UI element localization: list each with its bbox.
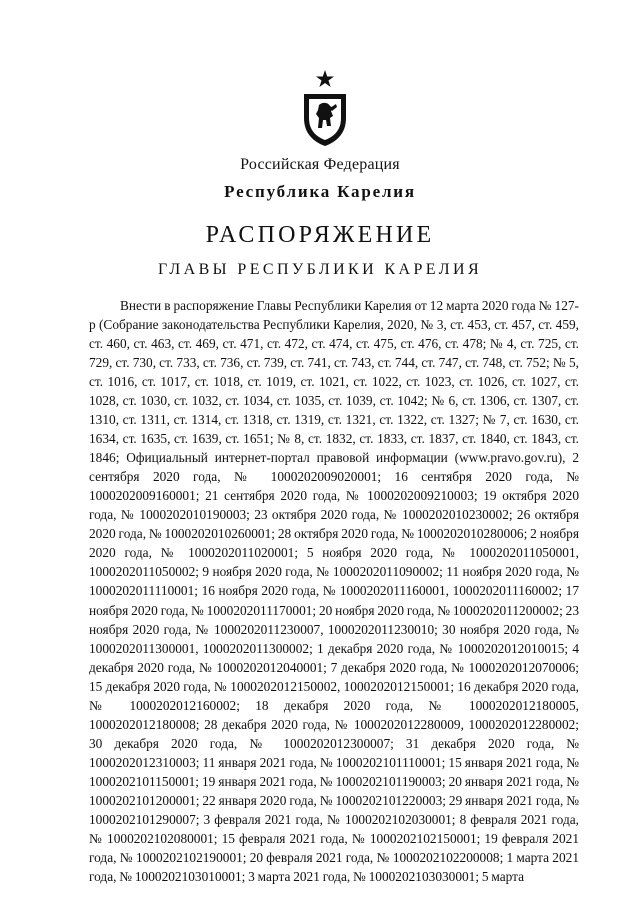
republic-name: Республика Карелия [224,182,416,201]
country-name: Российская Федерация [240,156,400,173]
emblem-star-icon [316,70,334,87]
document-author-heading: ГЛАВЫ РЕСПУБЛИКИ КАРЕЛИЯ [157,261,483,278]
coat-of-arms-emblem [300,68,350,148]
document-type-heading: РАСПОРЯЖЕНИЕ [205,222,435,248]
document-body-paragraph: Внести в распоряжение Главы Республики Карелия от 12 марта 2020 года № 127-р (Собрание законодательства Республики Карелия, 2020, № 3, ст. 453, ст. 457, ст. 459, ст. 460, ст. 463, ст. 469, ст. 471, ст. 472, ст. 474, ст. 475, ст. 476, ст. 478; № 4, ст. 725, ст. 729, ст. 730, ст. 733, ст. 736, ст. 739, ст. 741, ст. 743, ст. 744, ст. 747, ст. 748, ст. 752; № 5, ст. 1016, ст. 1017, ст. 1018, ст. 1019, ст. 1021, ст. 1022, ст. 1023, ст. 1026, ст. 1027, ст. 1028, ст. 1030, ст. 1032, ст. 1034, ст. 1035, ст. 1039, ст. 1042; № 6, ст. 1306, ст. 1307, ст. 1310, ст. 1311, ст. 1314, ст. 1318, ст. 1319, ст. 1321, ст. 1322, ст. 1327; № 7, ст. 1630, ст. 1634, ст. 1635, ст. 1639, ст. 1651; № 8, ст. 1832, ст. 1833, ст. 1837, ст. 1840, ст. 1843, ст. 1846; Официальный интернет-портал правовой информации (www.pravo.gov.ru), 2 сентября 2020 года, № 1000202009020001; 16 сентября 2020 года, № 1000202009160001; 21 сентября 2020 года, № 1000202009210003; 19 октября 2020 года, № 1000202010190003; 23 октября 2020 года, № 1000202010230002; 26 октября 2020 года, № 1000202010260001; 28 октября 2020 года, № 1000202010280006; 2 ноября 2020 года, № 1000202011020001; 5 ноября 2020 года, № 1000202011050001, 1000202011050002; 9 ноября 2020 года, № 1000202011090002; 11 ноября 2020 года, № 1000202011110001; 16 ноября 2020 года, № 1000202011160001, 1000202011160002; 17 ноября 2020 года, № 1000202011170001; 20 ноября 2020 года, № 1000202011200002; 23 ноября 2020 года, № 1000202011230007, 1000202011230010; 30 ноября 2020 года, № 1000202011300001, 1000202011300002; 1 декабря 2020 года, № 1000202012010015; 4 декабря 2020 года, № 1000202012040001; 7 декабря 2020 года, № 1000202012070006; 15 декабря 2020 года, № 1000202012150002, 1000202012150001; 16 декабря 2020 года, № 1000202012160002; 18 декабря 2020 года, № 1000202012180005, 1000202012180008; 28 декабря 2020 года, № 1000202012280009, 1000202012280002; 30 декабря 2020 года, № 1000202012300007; 31 декабря 2020 года, № 1000202012310003; 11 января 2021 года, № 1000202101110001; 15 января 2021 года, № 1000202101150001; 19 января 2021 года, № 1000202101190003; 20 января 2021 года, № 1000202101200001; 22 января 2020 года, № 1000202101220003; 29 января 2021 года, № 1000202101290007; 3 февраля 2021 года, № 1000202102030001; 8 февраля 2021 года, № 1000202102080001; 15 февраля 2021 года, № 1000202102150001; 19 февраля 2021 года, № 1000202102190001; 20 февраля 2021 года, № 1000202102200008; 1 марта 2021 года, № 1000202103010001; 3 марта 2021 года, № 1000202103030001; 5 марта [89,298,579,884]
